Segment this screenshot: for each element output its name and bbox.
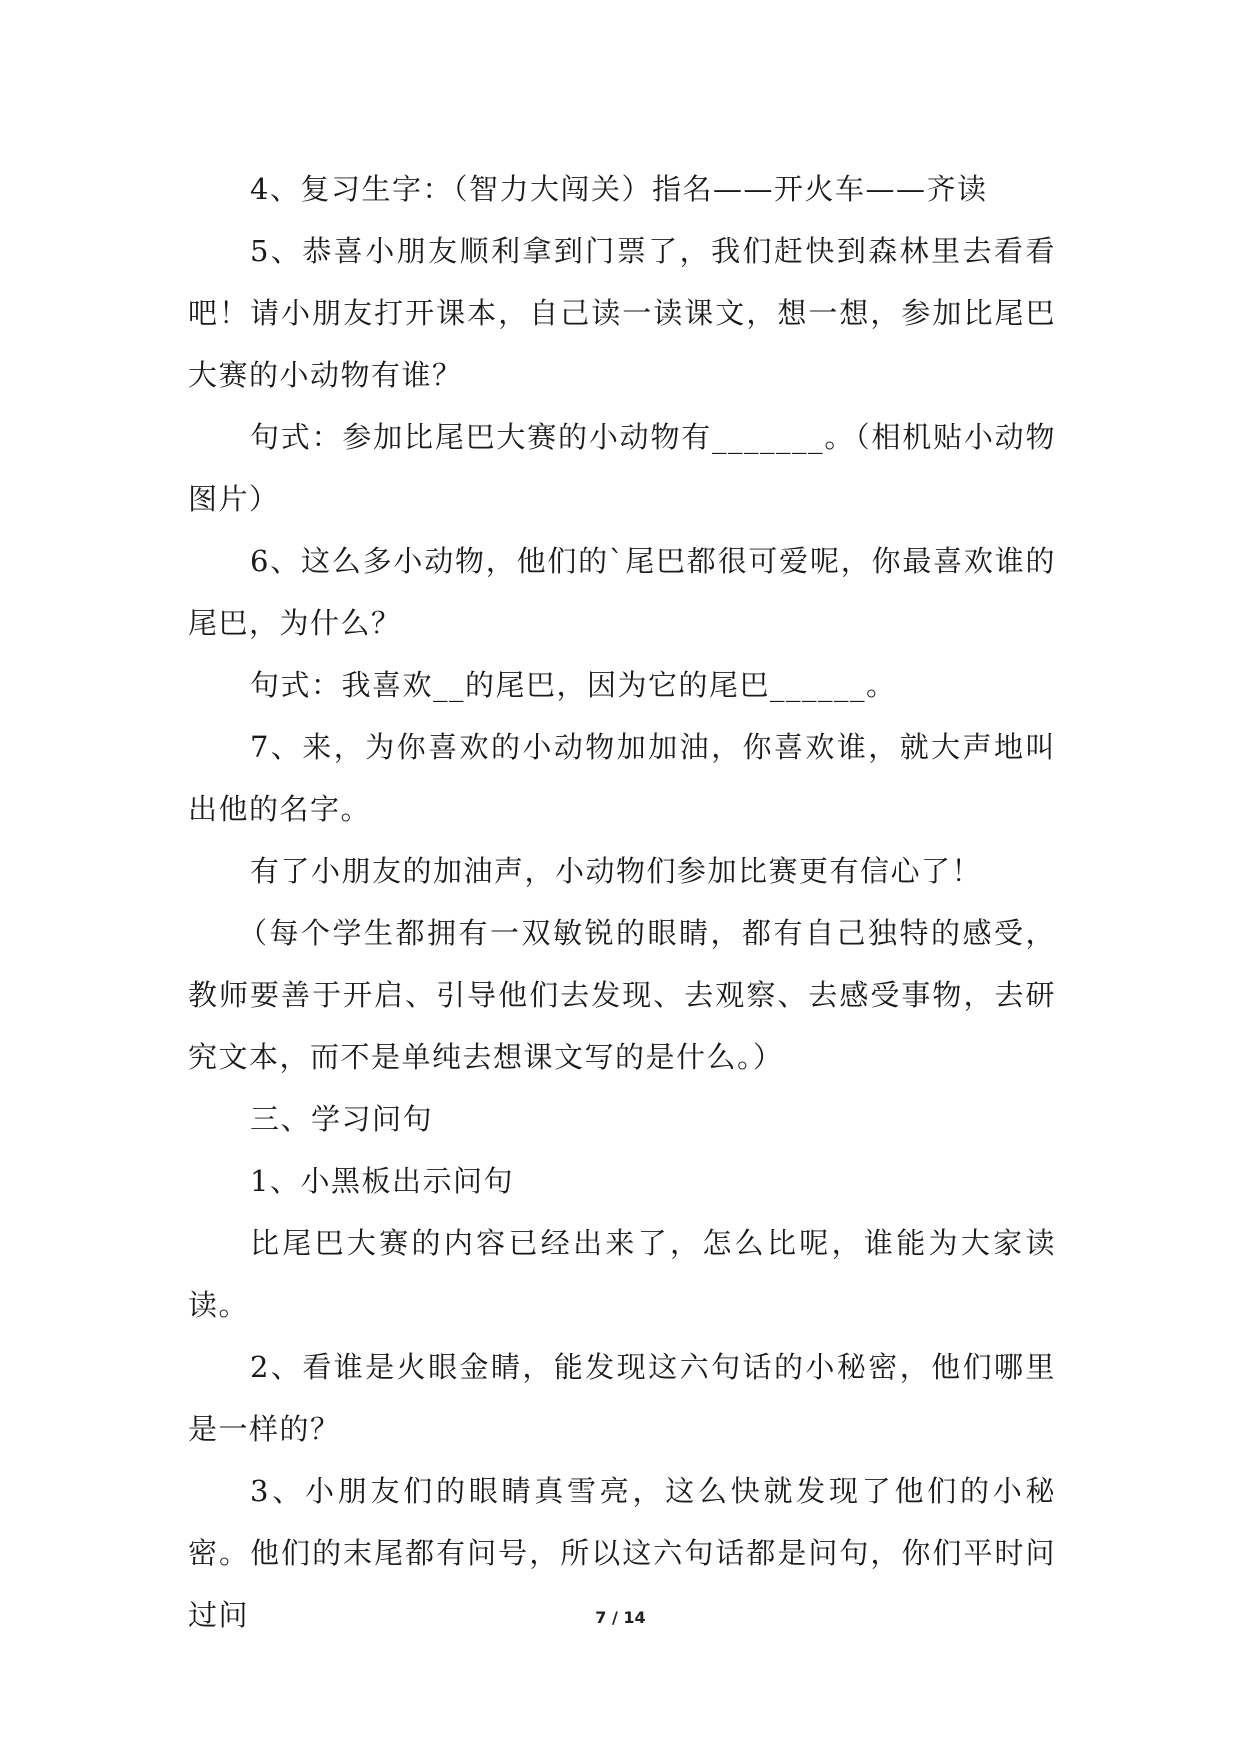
paragraph-open-textbook: 5、恭喜小朋友顺利拿到门票了，我们赶快到森林里去看看吧！请小朋友打开课本，自己读一读课文，想一想，参加比尾巴大赛的小动物有谁？ xyxy=(188,234,1056,392)
document-body xyxy=(188,158,1056,1646)
section-heading-questions: 三、学习问句 xyxy=(250,1102,434,1136)
paragraph-favorite-tail: 6、这么多小动物，他们的`尾巴都很可爱呢，你最喜欢谁的尾巴，为什么？ xyxy=(188,544,1056,640)
paragraph-read-aloud: 比尾巴大赛的内容已经出来了，怎么比呢，谁能为大家读读。 xyxy=(188,1226,1056,1322)
paragraph-confidence: 有了小朋友的加油声，小动物们参加比赛更有信心了！ xyxy=(250,854,983,888)
paragraph-teacher-note: （每个学生都拥有一双敏锐的眼睛，都有自己独特的感受，教师要善于开启、引导他们去发现、去观察、去感受事物，去研究文本，而不是单纯去想课文写的是什么。） xyxy=(188,916,1056,1074)
paragraph-blackboard: 1、小黑板出示问句 xyxy=(250,1164,514,1198)
paragraph-cheer-animals: 7、来，为你喜欢的小动物加加油，你喜欢谁，就大声地叫出他的名字。 xyxy=(188,730,1056,826)
paragraph-sentence-pattern-like: 句式：我喜欢__的尾巴，因为它的尾巴______。 xyxy=(250,668,897,702)
paragraph-question-marks: 3、小朋友们的眼睛真雪亮，这么快就发现了他们的小秘密。他们的末尾都有问号，所以这六句话都是问句，你们平时问过问 xyxy=(188,1474,1056,1632)
paragraph-find-secret: 2、看谁是火眼金睛，能发现这六句话的小秘密，他们哪里是一样的？ xyxy=(188,1350,1056,1446)
paragraph-sentence-pattern-animals: 句式：参加比尾巴大赛的小动物有_______。（相机贴小动物图片） xyxy=(188,420,1056,516)
paragraph-review-characters: 4、复习生字：（智力大闯关）指名——开火车——齐读 xyxy=(250,172,988,206)
page-number: 7 / 14 xyxy=(595,1608,646,1627)
